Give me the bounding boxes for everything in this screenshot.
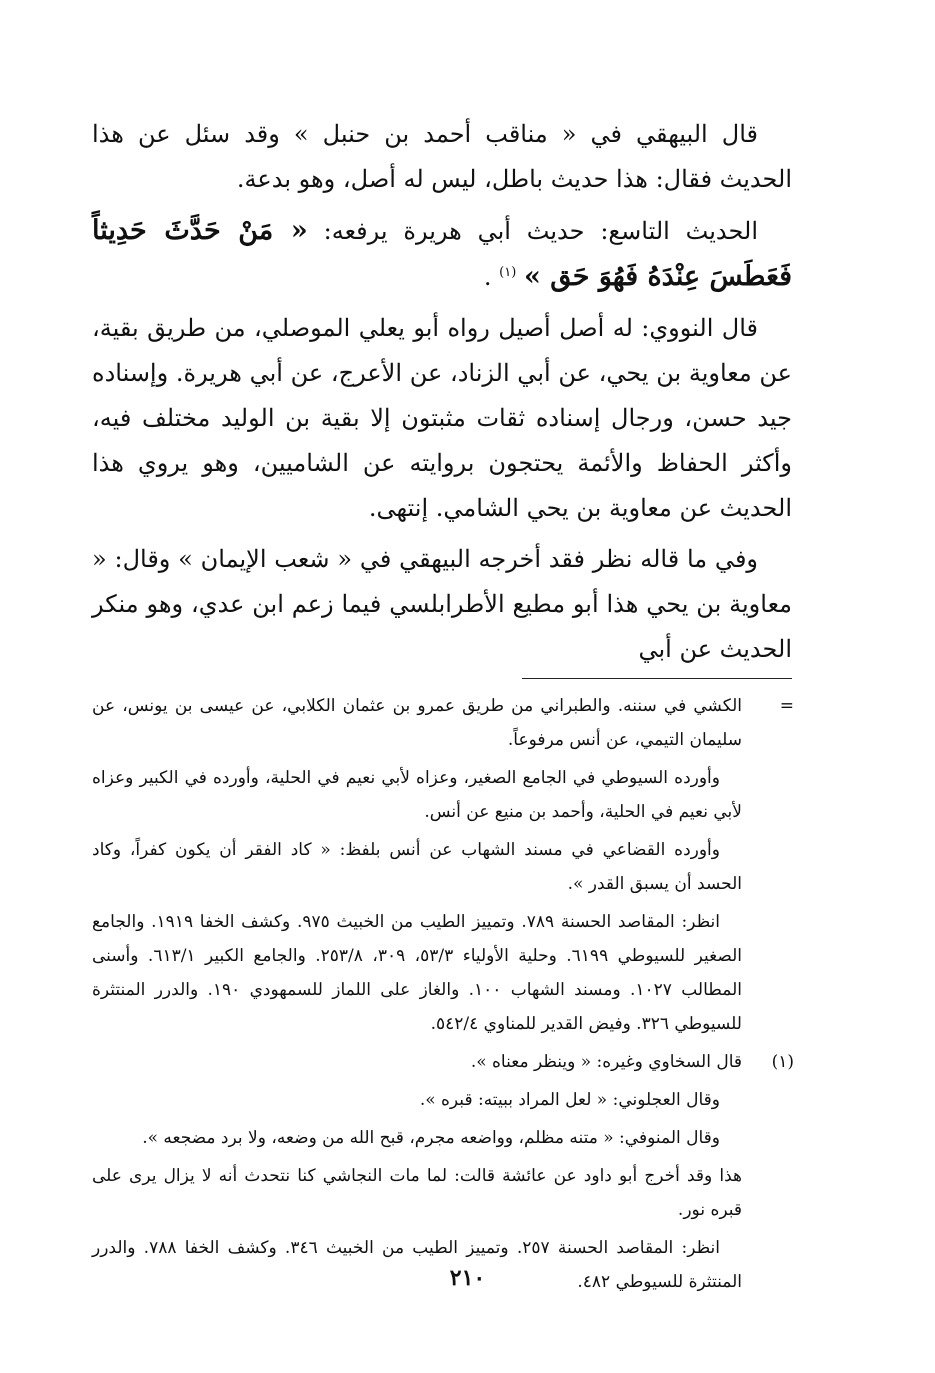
footnote-1-number: (١) [771,1052,794,1072]
footnote-reference[interactable]: (١) [499,265,517,280]
footnote-separator [522,678,792,679]
footnote-continuation [92,689,794,1041]
footnote-line: وأورده السيوطي في الجامع الصغير، وعزاه لأبي نعيم في الحلية، وأورده في الكبير وعزاه لأبي نعيم في الحلية، وأحمد بن منيع عن أنس. [92,768,742,822]
footnote-line: وقال المنوفي: « متنه مظلم، وواضعه مجرم، قبح الله من وضعه، ولا برد مضجعه ». [142,1128,720,1148]
footnote-1 [92,1045,794,1299]
continuation-mark: = [779,696,794,716]
page-body [92,112,792,1303]
footnote-line: انظر: المقاصد الحسنة ٧٨٩. وتمييز الطيب من الخبيث ٩٧٥. وكشف الخفا ١٩١٩. والجامع الصغير للسيوطي ٦١٩٩. وحلية الأولياء ٥٣/٣، ٣٠٩، ٢٥٣/٨. والجامع الكبير ٦١٣/١. وأسنى المطالب ١٠٢٧. ومسند الشهاب ١٠٠. والغاز على اللماز للسمهودي ١٩٠. والدرر المنتثرة للسيوطي ٣٢٦. وفيض القدير للمناوي ٥٤٢/٤. [92,912,743,1034]
paragraph-nawawi: قال النووي: له أصل أصيل رواه أبو يعلي الموصلي، من طريق بقية، عن معاوية بن يحي، عن أبي الزناد، عن الأعرج، عن أبي هريرة. وإسناده جيد حسن، ورجال إسناده ثقات مثبتون إلا بقية بن الوليد مختلف فيه، وأكثر الحفاظ والأئمة يحتجون بروايته عن الشاميين، وهو يروي هذا الحديث عن معاوية بن يحي الشامي. إنتهى. [92,314,792,522]
hadith-text: « مَنْ حَدَّثَ حَدِيثاً فَعَطَسَ عِنْدَهُ فَهُوَ حَق » [92,215,792,292]
paragraph-critique: وفي ما قاله نظر فقد أخرجه البيهقي في « شعب الإيمان » وقال: « معاوية بن يحي هذا أبو مطيع الأطرابلسي فيما زعم ابن عدي، وهو منكر الحديث عن أبي [92,545,792,663]
hadith-end-punctuation: . [483,263,500,291]
paragraph-bayhaqi: قال البيهقي في « مناقب أحمد بن حنبل » وقد سئل عن هذا الحديث فقال: هذا حديث باطل، ليس له أصل، وهو بدعة. [92,120,792,193]
footnote-line: هذا وقد أخرج أبو داود عن عائشة قالت: لما مات النجاشي كنا نتحدث أنه لا يزال يرى على قبره نور. [92,1166,742,1220]
footnote-line: الكشي في سننه. والطبراني من طريق عمرو بن عثمان الكلابي، عن عيسى بن يونس، عن سليمان التيمي، عن أنس مرفوعاً. [92,696,742,750]
footnote-line: وقال العجلوني: « لعل المراد ببيته: قبره ». [419,1090,720,1110]
page-number: ٢١٠ [449,1265,486,1291]
hadith-intro: الحديث التاسع: حديث أبي هريرة يرفعه: [323,217,758,245]
paragraph-ninth-hadith [92,208,792,300]
footnote-line: قال السخاوي وغيره: « وينظر معناه ». [470,1052,742,1072]
footnote-line: وأورده القضاعي في مسند الشهاب عن أنس بلفظ: « كاد الفقر أن يكون كفراً، وكاد الحسد أن يسبق القدر ». [92,840,742,894]
footnote-line: انظر: المقاصد الحسنة ٢٥٧. وتمييز الطيب من الخبيث ٣٤٦. وكشف الخفا ٧٨٨. والدرر المنتثرة للسيوطي ٤٨٢. [92,1238,742,1292]
